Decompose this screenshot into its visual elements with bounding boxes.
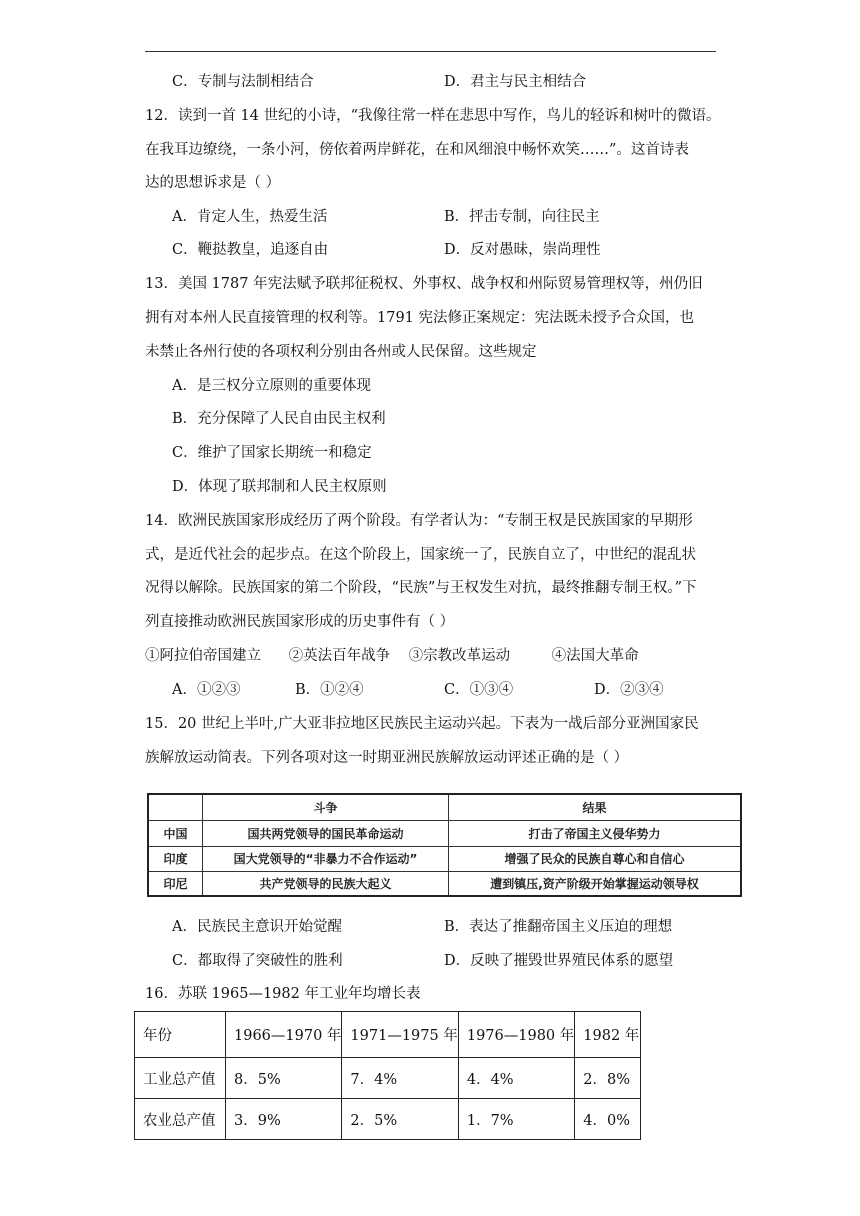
q15-table-header-row bbox=[149, 795, 740, 821]
q13-option-a: A．是三权分立原则的重要体现 bbox=[172, 378, 371, 394]
q13-option-c: C．维护了国家长期统一和稳定 bbox=[172, 445, 372, 461]
q16-table-cell: 3．9% bbox=[226, 1099, 342, 1140]
q15-table bbox=[147, 793, 742, 897]
q16-table-cell: 2．8% bbox=[575, 1058, 641, 1099]
q15-table-row bbox=[149, 820, 740, 847]
q13-option-d: D．体现了联邦制和人民主权原则 bbox=[172, 479, 387, 495]
q16-table-header-cell: 1966—1970 年 bbox=[226, 1012, 342, 1058]
q14-option-c: C．①③④ bbox=[444, 682, 514, 698]
q16-table-cell: 农业总产值 bbox=[135, 1099, 226, 1140]
q15-table-cell: 印度 bbox=[149, 846, 203, 871]
q13-option-b: B．充分保障了人民自由民主权利 bbox=[172, 411, 386, 427]
q14-option-d: D．②③④ bbox=[594, 682, 664, 698]
q15-stem-line-1: 15．20 世纪上半叶,广大亚非拉地区民族民主运动兴起。下表为一战后部分亚洲国家民 bbox=[145, 716, 699, 732]
q16-table-header-cell: 1982 年 bbox=[575, 1012, 641, 1058]
q15-option-b: B．表达了推翻帝国主义压迫的理想 bbox=[444, 919, 673, 935]
q14-option-a: A．①②③ bbox=[172, 682, 241, 698]
q15-option-c: C．都取得了突破性的胜利 bbox=[172, 953, 343, 969]
q16-table-cell: 4．4% bbox=[458, 1058, 574, 1099]
q15-table-header-cell: 斗争 bbox=[203, 795, 449, 820]
q12-stem-line-3: 达的思想诉求是（ ） bbox=[145, 175, 281, 191]
q15-table-cell: 打击了帝国主义侵华势力 bbox=[528, 826, 661, 841]
q15-table-cell: 印尼 bbox=[149, 871, 203, 895]
q11-option-d: D．君主与民主相结合 bbox=[444, 74, 587, 90]
q14-stem-line-3: 况得以解除。民族国家的第二个阶段，“民族”与王权发生对抗，最终推翻专制王权。”下 bbox=[145, 580, 697, 596]
q15-table-header-cell bbox=[149, 795, 203, 820]
q16-table bbox=[134, 1011, 641, 1140]
q15-table-row bbox=[149, 871, 740, 895]
q12-option-a: A．肯定人生，热爱生活 bbox=[172, 209, 328, 225]
q16-table-header-row bbox=[135, 1012, 641, 1058]
q16-table-row bbox=[135, 1099, 641, 1140]
q15-option-a: A．民族民主意识开始觉醒 bbox=[172, 919, 342, 935]
q12-option-d: D．反对愚昧，崇尚理性 bbox=[444, 242, 601, 258]
q15-table-cell: 遭到镇压,资产阶级开始掌握运动领导权 bbox=[490, 876, 699, 891]
q16-table-header-cell: 1971—1975 年 bbox=[342, 1012, 458, 1058]
q15-table-cell: 增强了民众的民族自尊心和自信心 bbox=[504, 852, 685, 866]
q15-stem-line-2: 族解放运动简表。下列各项对这一时期亚洲民族解放运动评述正确的是（ ） bbox=[145, 750, 629, 766]
q14-option-b: B．①②④ bbox=[295, 682, 364, 698]
q13-stem-line-1: 13．美国 1787 年宪法赋予联邦征税权、外事权、战争权和州际贸易管理权等，州仍旧 bbox=[145, 276, 703, 292]
q16-table-cell: 工业总产值 bbox=[135, 1058, 226, 1099]
q16-table-header-cell: 年份 bbox=[135, 1012, 226, 1058]
q16-table-header-cell: 1976—1980 年 bbox=[458, 1012, 574, 1058]
q15-table-cell: 国共两党领导的国民革命运动 bbox=[203, 820, 449, 846]
q12-option-c: C．鞭挞教皇，追逐自由 bbox=[172, 242, 329, 258]
q16-title: 16．苏联 1965—1982 年工业年均增长表 bbox=[145, 986, 421, 1002]
q16-table-cell: 2．5% bbox=[342, 1099, 458, 1140]
q15-table-cell: 国大党领导的“非暴力不合作运动” bbox=[203, 846, 449, 871]
q15-table-cell: 共产党领导的民族大起义 bbox=[203, 871, 449, 895]
q12-stem-line-1: 12．读到一首 14 世纪的小诗，“我像往常一样在悲思中写作，鸟儿的轻诉和树叶的微语。 bbox=[145, 108, 721, 124]
q14-stem-line-1: 14．欧洲民族国家形成经历了两个阶段。有学者认为：“专制王权是民族国家的早期形 bbox=[145, 513, 693, 529]
q15-option-d: D．反映了摧毁世界殖民体系的愿望 bbox=[444, 953, 674, 969]
q13-stem-line-2: 拥有对本州人民直接管理的权利等。1791 宪法修正案规定：宪法既未授予合众国，也 bbox=[145, 310, 695, 326]
q12-stem-line-2: 在我耳边缭绕，一条小河，傍依着两岸鲜花，在和风细浪中畅怀欢笑……”。这首诗表 bbox=[145, 142, 689, 158]
q16-table-cell: 4．0% bbox=[575, 1099, 641, 1140]
q16-table-row bbox=[135, 1058, 641, 1099]
q12-option-b: B．抨击专制，向往民主 bbox=[444, 209, 600, 225]
q16-table-cell: 1．7% bbox=[458, 1099, 574, 1140]
q14-stem-line-4: 列直接推动欧洲民族国家形成的历史事件有（ ） bbox=[145, 614, 455, 630]
q11-option-c: C．专制与法制相结合 bbox=[172, 74, 314, 90]
q16-table-cell: 7．4% bbox=[342, 1058, 458, 1099]
q15-table-header-cell: 结果 bbox=[582, 801, 607, 815]
q14-stem-line-2: 式，是近代社会的起步点。在这个阶段上，国家统一了，民族自立了，中世纪的混乱状 bbox=[145, 547, 696, 563]
q13-stem-line-3: 未禁止各州行使的各项权利分别由各州或人民保留。这些规定 bbox=[145, 344, 537, 360]
q14-items: ①阿拉伯帝国建立 ②英法百年战争 ③宗教改革运动 ④法国大革命 bbox=[145, 648, 639, 664]
q15-table-row bbox=[149, 846, 740, 872]
header-rule bbox=[145, 51, 716, 52]
q15-table-cell: 中国 bbox=[149, 820, 203, 846]
q16-table-cell: 8．5% bbox=[226, 1058, 342, 1099]
